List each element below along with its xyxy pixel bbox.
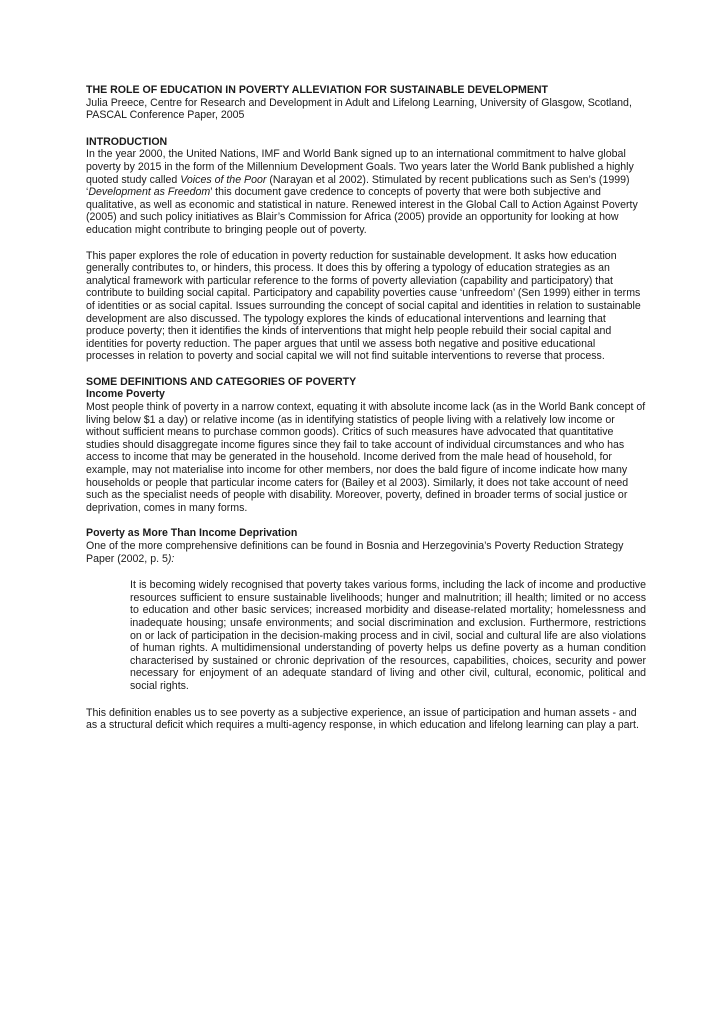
- definition-lead-paragraph: [86, 540, 646, 565]
- introduction-paragraph-1: [86, 148, 646, 236]
- document-title: THE ROLE OF EDUCATION IN POVERTY ALLEVIATION FOR SUSTAINABLE DEVELOPMENT: [86, 84, 549, 96]
- block-quote: It is becoming widely recognised that poverty takes various forms, including the lack of income and productive resources sufficient to ensure sustainable livelihoods; hunger and malnutrition; ill health; limited or no access to education and other basic services; increased morbidity and disease-related mortality; homelessness and inadequate housing; unsafe environments; and social discrimination and exclusion. Furthermore, restrictions on or lack of participation in the decision-making process and in civil, social and cultural life are also violations of human rights. A multidimensional understanding of poverty helps us define poverty as a human condition characterised by sustained or chronic deprivation of the resources, capabilities, choices, security and power necessary for enjoyment of an adequate standard of living and other civil, cultural, economic, political and social rights.: [130, 579, 646, 692]
- document-page: [86, 84, 646, 745]
- author-line: Julia Preece, Centre for Research and Development in Adult and Lifelong Learning, University of Glasgow, Scotland, PASCAL Conference Paper, 2005: [86, 96, 632, 122]
- definition-lead-text: One of the more comprehensive definitions can be found in Bosnia and Herzegovinia’s Poverty Reduction Strategy Paper (2002, p. 5: [86, 540, 624, 565]
- intro-p1-text-e: ’ this document gave credence to concepts of poverty that were both subjective and qualitative, as well as economic and statistical in nature. Renewed interest in the Global Call to Action Against Poverty (2005) and such policy initiatives as Blair’s Commission for Africa (2005) provide an opportunity for looking at how education might contribute to bringing people out of poverty.: [86, 186, 638, 236]
- development-as-freedom-title: Development as Freedom: [88, 186, 211, 199]
- definition-lead-end: ):: [167, 552, 175, 565]
- intro-p1-text-c: (Narayan et al 2002). Stimulated by recent publications such as Sen’s (1999) ‘: [86, 173, 630, 199]
- voices-of-the-poor-title: Voices of the Poor: [180, 173, 267, 186]
- income-poverty-subheading: Income Poverty: [86, 388, 165, 401]
- definitions-heading: SOME DEFINITIONS AND CATEGORIES OF POVERTY: [86, 375, 357, 388]
- introduction-paragraph-2: This paper explores the role of education in poverty reduction for sustainable development. It asks how education generally contributes to, or hinders, this process. It does this by offering a typology of education strategies as an analytical framework with particular reference to the forms of poverty alleviation (capability and participatory) that contribute to building social capital. Participatory and capability poverties cause ‘unfreedom’ (Sen 1999) either in terms of identities or as social capital. Issues surrounding the concept of social capital and identities in relation to sustainable development are also discussed. The typology explores the kinds of educational interventions and learning that produce poverty; then it identifies the kinds of interventions that might help people rebuild their social capital and identities for poverty reduction. The paper argues that until we assess both negative and positive educational processes in relation to poverty and social capital we will not find suitable interventions to reverse that process.: [86, 249, 641, 363]
- introduction-heading: INTRODUCTION: [86, 135, 168, 148]
- closing-paragraph: This definition enables us to see poverty as a subjective experience, an issue of participation and human assets - and as a structural deficit which requires a multi-agency response, in which education and lifelong learning can play a part.: [86, 706, 639, 732]
- more-than-income-subheading: Poverty as More Than Income Deprivation: [86, 527, 298, 540]
- intro-p1-text-a: In the year 2000, the United Nations, IMF and World Bank signed up to an international commitment to halve global poverty by 2015 in the form of the Millennium Development Goals. Two years later the World Bank published a highly quoted study called: [86, 148, 634, 186]
- income-poverty-paragraph: Most people think of poverty in a narrow context, equating it with absolute income lack (as in the World Bank concept of living below $1 a day) or relative income (as in identifying statistics of people living with a relatively low income or without sufficient means to purchase common goods). Critics of such measures have advocated that quantitative studies should disaggregate income figures since they fail to take account of individual circumstances and who has access to income that may be generated in the household. Income derived from the male head of household, for example, may not materialise into income for other members, nor does the bald figure of income indicate how many households or people that particular income caters for (Bailey et al 2003). Similarly, it does not take account of need such as the specialist needs of people with disability. Moreover, poverty, defined in broader terms of social justice or deprivation, comes in many forms.: [86, 401, 646, 514]
